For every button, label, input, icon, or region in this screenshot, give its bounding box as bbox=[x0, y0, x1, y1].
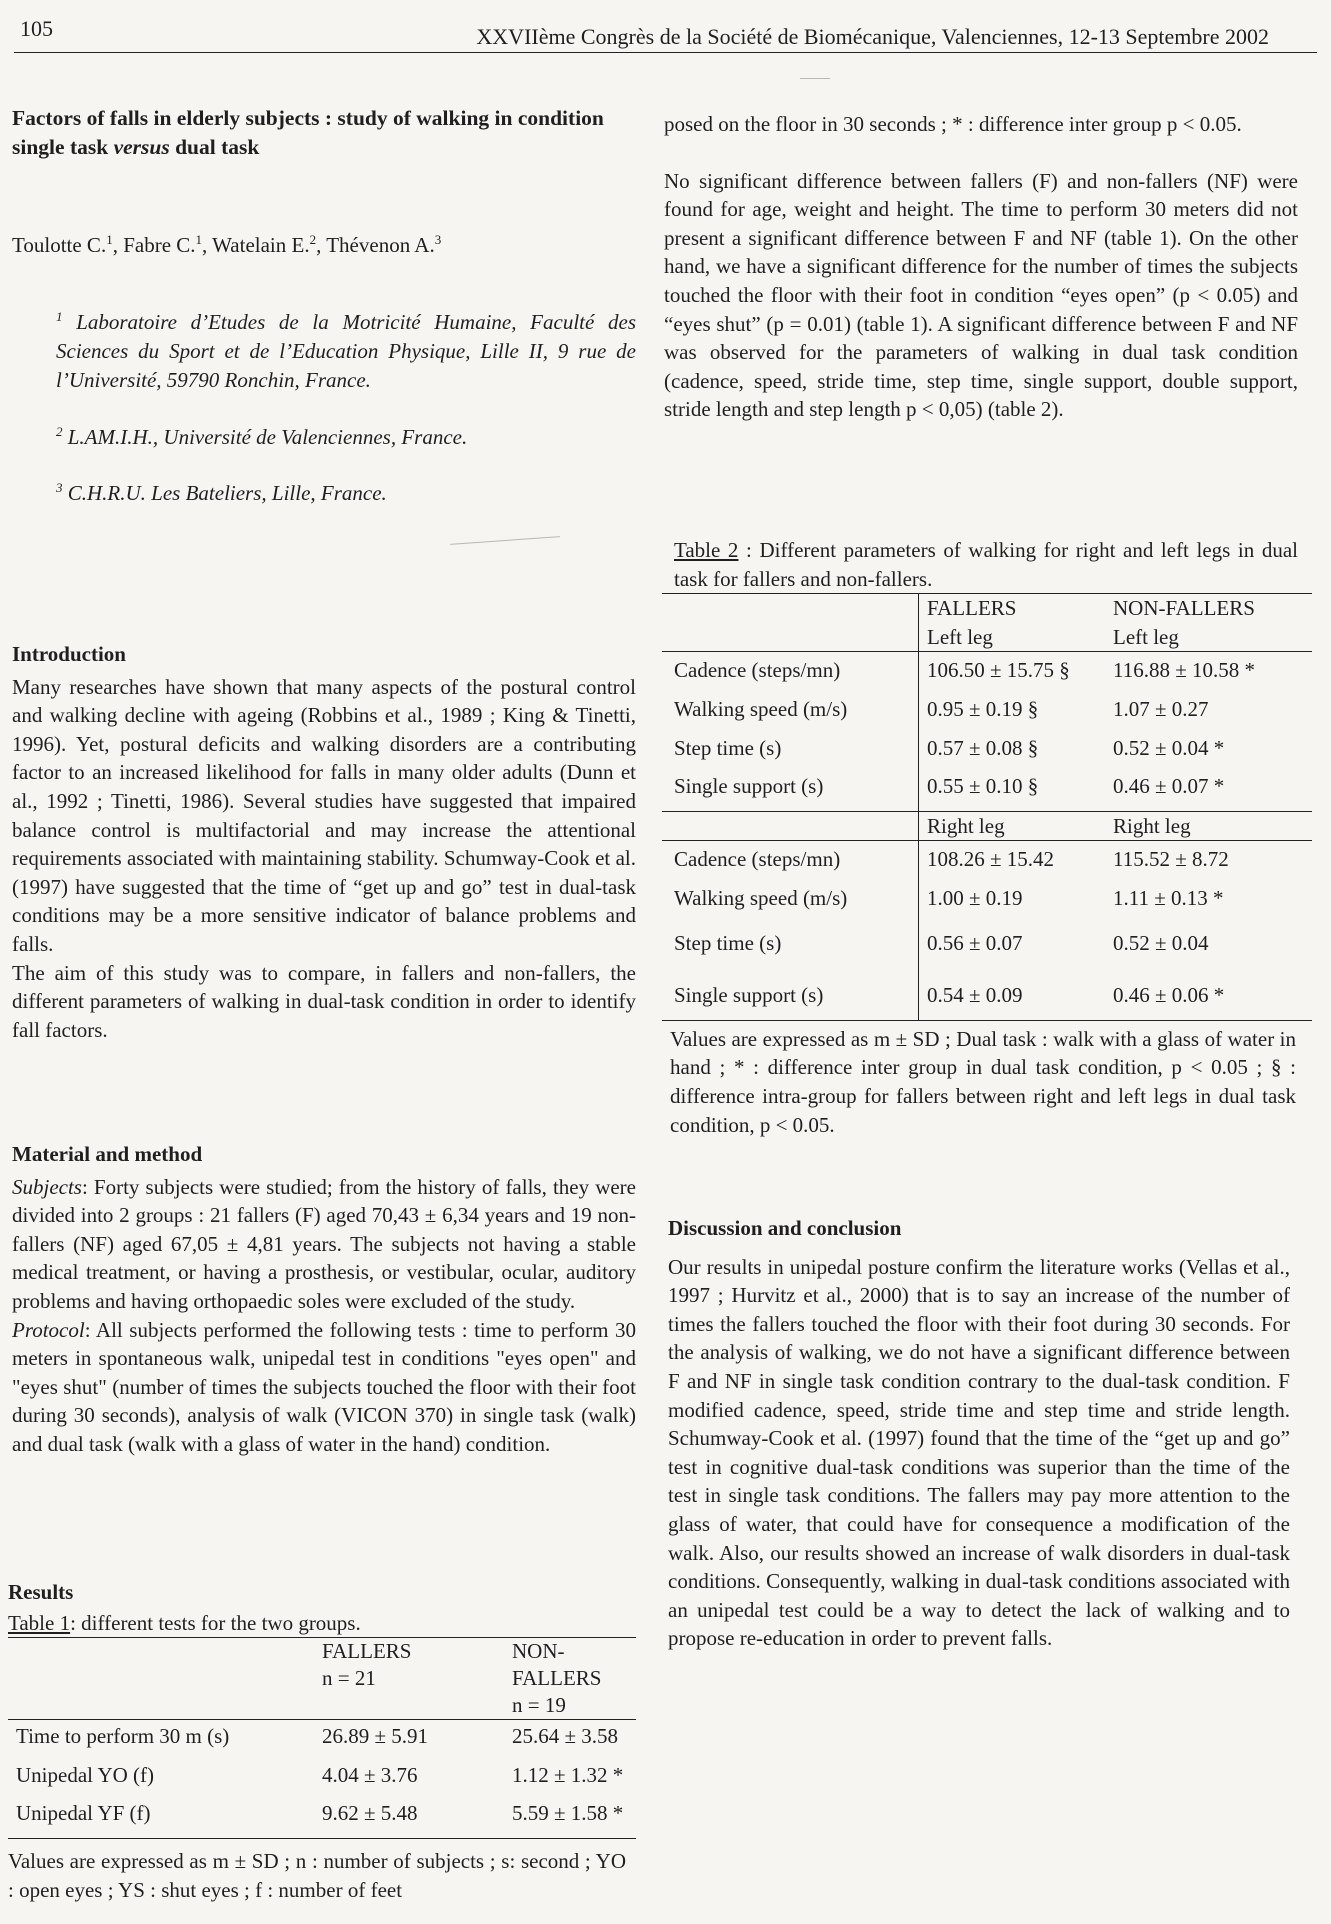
author: Toulotte C. bbox=[12, 233, 107, 257]
affil-text: L.AM.I.H., Université de Valenciennes, France. bbox=[67, 425, 468, 449]
author: Fabre C. bbox=[123, 233, 196, 257]
table1-row-label: Unipedal YF (f) bbox=[8, 1799, 314, 1838]
affil-sup: 2 bbox=[56, 424, 63, 439]
table2-cell-nonfallers: 1.07 ± 0.27 bbox=[1113, 696, 1209, 721]
table2-col-nonfallers: NON-FALLERS bbox=[1105, 594, 1312, 623]
table2-cell-nonfallers: 116.88 ± 10.58 * bbox=[1105, 652, 1312, 695]
affiliation-2 bbox=[56, 423, 636, 452]
table1-row-label: Time to perform 30 m (s) bbox=[8, 1720, 314, 1761]
discussion-paragraph: Our results in unipedal posture confirm the literature works (Vellas et al., 1997 ; Hurvitz et al., 2000) that is to say an increase of the number of times the fallers touched the floor with their foot during 30 seconds. For the analysis of walking, we do not have a significant difference between F and NF in single task condition contrary to the dual-task condition. F modified cadence, speed, stride time and step time and stride length. Schumway-Cook et al. (1997) found that the time of the “get up and go” test in cognitive dual-task conditions was superior than the time of the test in single task conditions. The fallers may pay more attention to the glass of water, that could have for consequence a modification of the walk. Also, our results showed an increase of walk disorders in dual-task conditions. Consequently, walking in dual-task conditions associated with an unipedal test could be a way to detect the lack of walking and to propose re-education in order to prevent falls. bbox=[668, 1254, 1290, 1651]
table2-cell-nonfallers: 0.52 ± 0.04 bbox=[1113, 930, 1209, 955]
results-section bbox=[8, 1578, 636, 1904]
table2-leg-row bbox=[662, 811, 1312, 841]
table-row bbox=[662, 884, 1312, 929]
table2-cell-nonfallers: 115.52 ± 8.72 bbox=[1105, 841, 1312, 884]
table2-row-label: Single support (s) bbox=[674, 774, 824, 799]
table-row bbox=[8, 1799, 636, 1838]
table1-col-fallers: FALLERS bbox=[322, 1639, 412, 1664]
introduction-heading: Introduction bbox=[12, 642, 126, 666]
scan-mark bbox=[800, 78, 830, 79]
table1-cell-nonfallers: 5.59 ± 1.58 * bbox=[504, 1799, 636, 1838]
table-row bbox=[662, 841, 1312, 884]
table1-cell-nonfallers: 1.12 ± 1.32 * bbox=[512, 1762, 624, 1787]
discussion-heading: Discussion and conclusion bbox=[668, 1216, 902, 1240]
table1-col-fallers-n: n = 21 bbox=[322, 1666, 376, 1691]
affil-text: Laboratoire d’Etudes de la Motricité Humaine, Faculté des Sciences du Sport et de l’Education Physique, Lille II, 9 rue de l’Université, 59790 Ronchin, France. bbox=[56, 310, 636, 392]
table1-row-label: Unipedal YO (f) bbox=[16, 1762, 155, 1787]
table1-caption bbox=[8, 1609, 636, 1638]
table2-cell-fallers: 106.50 ± 15.75 § bbox=[919, 652, 1106, 695]
affil-sup: 1 bbox=[56, 309, 63, 324]
table-row bbox=[662, 652, 1312, 695]
scan-mark bbox=[450, 536, 560, 545]
table1 bbox=[8, 1637, 636, 1839]
title-emphasis: versus bbox=[113, 135, 170, 159]
table2-col-fallers: FALLERS bbox=[919, 594, 1106, 623]
results-continued bbox=[664, 110, 1298, 424]
table-row bbox=[8, 1720, 636, 1761]
table2-left-leg-nonfallers: Left leg bbox=[1113, 624, 1179, 649]
table2-cell-nonfallers: 0.52 ± 0.04 * bbox=[1113, 735, 1225, 760]
introduction-paragraph-1: Many researches have shown that many aspects of the postural control and walking decline with ageing (Robbins et al., 1989 ; King & Tinetti, 1996). Yet, postural deficits and walking disorders are a contributing factor to an increased likelihood for falls in many older adults (Dunn et al., 1992 ; Tinetti, 1986). Several studies have suggested that impaired balance control is multifactorial and may increase the attentional requirements associated with maintaining stability. Schumway-Cook et al. (1997) have suggested that the time of “get up and go” test in dual-task conditions may be a more sensitive indicator of balance problems and falls. bbox=[12, 674, 636, 956]
table2-header-row bbox=[662, 594, 1312, 623]
table-row bbox=[662, 695, 1312, 734]
table1-cell-fallers: 26.89 ± 5.91 bbox=[314, 1720, 504, 1761]
protocol-text: : All subjects performed the following tests : time to perform 30 meters in spontaneous walk, unipedal test in conditions "eyes open" and "eyes shut" (number of times the subjects touched the floor with their foot during 30 seconds), analysis of walk (VICON 370) in single task (walk) and dual task (walk with a glass of water in the hand) condition. bbox=[12, 1317, 636, 1456]
author-affil-sup: 2 bbox=[309, 232, 317, 247]
author-affil-sup: 3 bbox=[434, 232, 442, 247]
affiliation-1 bbox=[56, 308, 636, 395]
affil-sup: 3 bbox=[56, 480, 63, 495]
author: Watelain E. bbox=[212, 233, 310, 257]
table2-cell-nonfallers: 0.46 ± 0.06 * bbox=[1105, 981, 1312, 1020]
table2-cell-fallers: 1.00 ± 0.19 bbox=[919, 884, 1106, 929]
table1-header-row bbox=[8, 1638, 636, 1720]
table2-row-label: Cadence (steps/mn) bbox=[662, 841, 919, 884]
author-affil-sup: 1 bbox=[106, 232, 113, 247]
table2-row-label: Walking speed (m/s) bbox=[674, 885, 848, 910]
paper-title bbox=[12, 104, 636, 162]
table2-note: Values are expressed as m ± SD ; Dual task : walk with a glass of water in hand ; * : difference inter group in dual task condition, p < 0.05 ; § : difference intra-group for fallers between right and left legs in dual task condition, p < 0.05. bbox=[670, 1026, 1296, 1137]
results-paragraph: No significant difference between fallers (F) and non-fallers (NF) were found for age, weight and height. The time to perform 30 meters did not present a significant difference between F and NF (table 1). On the other hand, we have a significant difference for the number of times the subjects touched the floor with their foot in condition “eyes open” (p < 0.05) and “eyes shut” (p = 0.01) (table 1). A significant difference between F and NF was observed for the parameters of walking in dual task condition (cadence, speed, stride time, step time, single support, double support, stride length and step length p < 0,05) (table 2). bbox=[664, 168, 1298, 422]
methods-section bbox=[12, 1140, 636, 1459]
table2-left-leg-fallers: Left leg bbox=[919, 623, 1106, 652]
running-title: XXVIIème Congrès de la Société de Biomécanique, Valenciennes, 12-13 Septembre 2002 bbox=[476, 24, 1269, 49]
table1-caption-label: Table 1 bbox=[8, 1610, 71, 1635]
subjects-label: Subjects bbox=[12, 1174, 82, 1199]
table2-cell-nonfallers: 0.46 ± 0.07 * bbox=[1113, 774, 1225, 799]
table1-cell-fallers: 9.62 ± 5.48 bbox=[314, 1799, 504, 1838]
table-row bbox=[662, 981, 1312, 1020]
affiliation-3 bbox=[56, 479, 636, 508]
table1-note: Values are expressed as m ± SD ; n : number of subjects ; s: second ; YO : open eyes ; YS : shut eyes ; f : number of feet bbox=[8, 1848, 626, 1902]
table2-cell-fallers: 0.56 ± 0.07 bbox=[919, 929, 1106, 982]
table-row bbox=[8, 1761, 636, 1800]
table-row bbox=[662, 772, 1312, 811]
table2-row-label: Step time (s) bbox=[674, 930, 782, 955]
table2 bbox=[662, 593, 1312, 1021]
table2-row-label: Walking speed (m/s) bbox=[674, 696, 848, 721]
table2-row-label: Cadence (steps/mn) bbox=[662, 652, 919, 695]
introduction-paragraph-2: The aim of this study was to compare, in fallers and non-fallers, the different parameters of walking in dual-task condition in order to identify fall factors. bbox=[12, 960, 636, 1042]
table-row bbox=[662, 929, 1312, 982]
methods-heading: Material and method bbox=[12, 1142, 203, 1166]
table2-cell-fallers: 0.95 ± 0.19 § bbox=[919, 695, 1106, 734]
table2-caption bbox=[662, 536, 1312, 593]
table2-cell-fallers: 0.55 ± 0.10 § bbox=[919, 772, 1106, 811]
table2-cell-fallers: 0.57 ± 0.08 § bbox=[919, 734, 1106, 773]
table2-right-leg-nonfallers: Right leg bbox=[1105, 811, 1312, 841]
table2-right-leg-fallers: Right leg bbox=[919, 811, 1106, 841]
table1-cell-fallers: 4.04 ± 3.76 bbox=[322, 1762, 418, 1787]
table2-row-label: Step time (s) bbox=[674, 735, 782, 760]
protocol-label: Protocol bbox=[12, 1317, 85, 1342]
table1-note-continuation: posed on the floor in 30 seconds ; * : difference inter group p < 0.05. bbox=[664, 112, 1242, 136]
affil-text: C.H.R.U. Les Bateliers, Lille, France. bbox=[67, 481, 387, 505]
author-affil-sup: 1 bbox=[195, 232, 203, 247]
table2-cell-fallers: 108.26 ± 15.42 bbox=[919, 841, 1106, 884]
title-part-b: dual task bbox=[169, 135, 260, 159]
discussion-section bbox=[668, 1214, 1290, 1653]
table1-col-nonfallers-n: n = 19 bbox=[512, 1693, 566, 1718]
subjects-text: : Forty subjects were studied; from the history of falls, they were divided into 2 groups : 21 fallers (F) aged 70,43 ± 6,34 years and 19 non-fallers (NF) aged 67,05 ± 4,81 years. The subjects not having a stable medical treatment, or having a prosthesis, or vestibular, ocular, auditory problems and having orthopaedic soles were excluded of the study. bbox=[12, 1174, 636, 1313]
table2-row-label: Single support (s) bbox=[662, 981, 919, 1020]
introduction-section bbox=[12, 640, 636, 1044]
page-number: 105 bbox=[20, 16, 53, 41]
table1-caption-text: : different tests for the two groups. bbox=[70, 1610, 361, 1635]
page-header bbox=[14, 10, 1317, 53]
table1-col-nonfallers-b: FALLERS bbox=[512, 1666, 602, 1691]
table1-col-nonfallers-a: NON- bbox=[512, 1639, 565, 1664]
table2-cell-fallers: 0.54 ± 0.09 bbox=[919, 981, 1106, 1020]
table-row bbox=[662, 734, 1312, 773]
table2-caption-text: : Different parameters of walking for right and left legs in dual task for fallers and non-fallers. bbox=[674, 538, 1298, 591]
table2-leg-row bbox=[662, 623, 1312, 652]
table2-block bbox=[662, 536, 1312, 1139]
table2-cell-nonfallers: 1.11 ± 0.13 * bbox=[1113, 885, 1224, 910]
table1-cell-nonfallers: 25.64 ± 3.58 bbox=[504, 1720, 636, 1761]
author: Thévenon A. bbox=[326, 233, 435, 257]
results-heading: Results bbox=[8, 1580, 74, 1604]
title-part-a: Factors of falls in elderly subjects : study of walking in condition single task bbox=[12, 106, 604, 159]
table2-caption-label: Table 2 bbox=[674, 538, 739, 562]
author-list: Toulotte C.$^1$, Fabre C.$^1$, Watelain E.$^2$, Thévenon A.$^3$ bbox=[12, 232, 442, 257]
